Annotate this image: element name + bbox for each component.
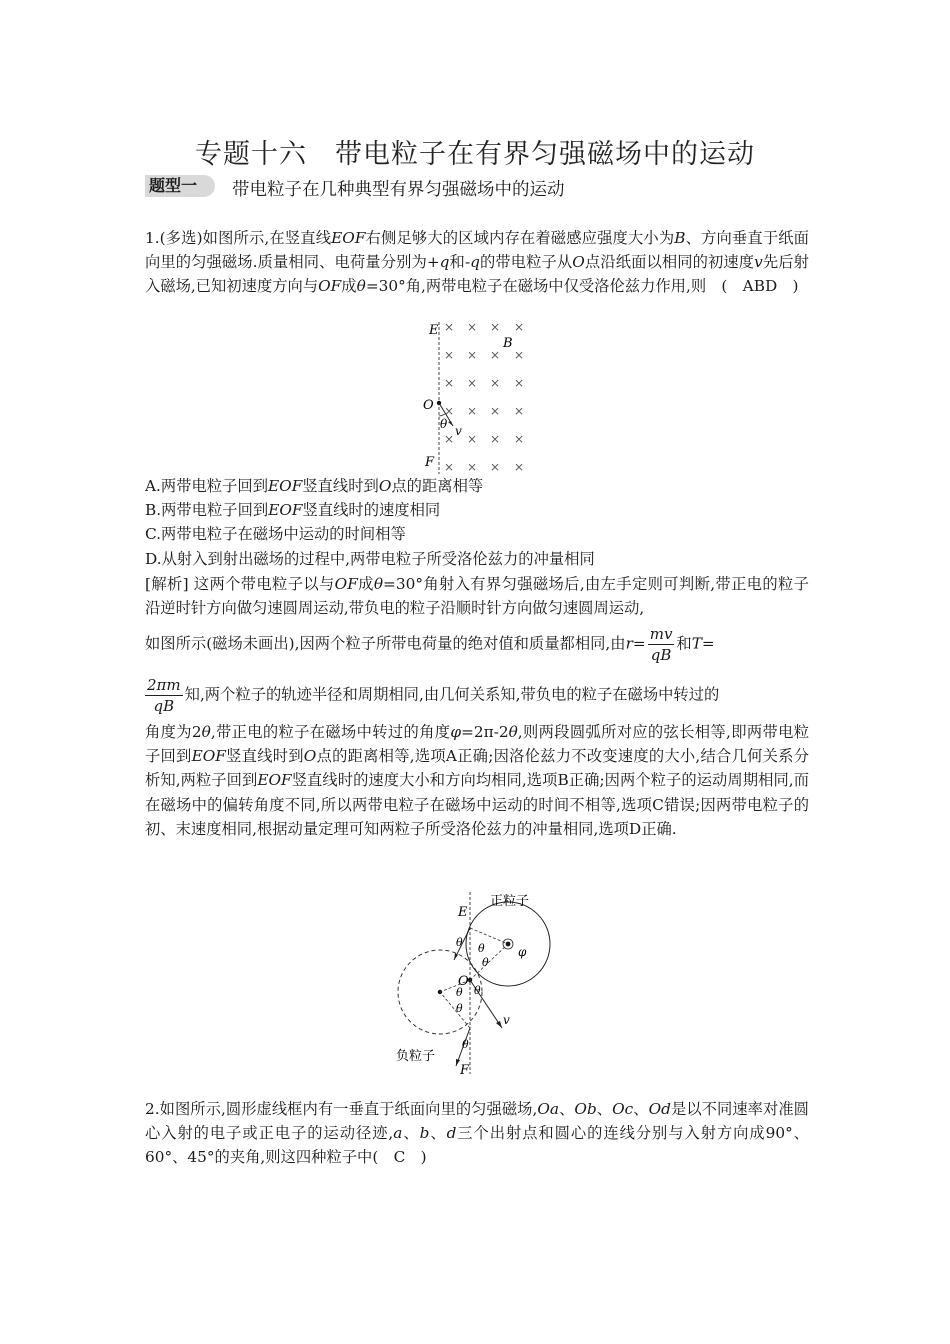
field-cross-5-1: × [466, 460, 478, 474]
fraction-2pim-qb: $\frac{2\pi m}{qB}$ [147, 676, 181, 715]
field-cross-0-3: × [513, 320, 525, 334]
q2-stem: 2.如图所示,圆形虚线框内有一垂直于纸面向里的匀强磁场,Oa、Ob、Oc、Od是以不同速率对准圆心入射的电子或正电子的运动径迹,a、b、d三个出射点和圆心的连线分别与入射方向成90°、60°、45°的夹角,则这四种粒子中( C ) [145, 1100, 809, 1167]
field-cross-3-1: × [466, 404, 478, 418]
field-cross-5-2: × [489, 460, 501, 474]
section-title: 带电粒子在几种典型有界匀强磁场中的运动 [232, 180, 565, 200]
field-cross-2-0: × [443, 376, 455, 390]
fraction-mv-qb: $\frac{mv}{qB}$ [649, 625, 673, 664]
q1-option-b: B.两带电粒子回到EOF竖直线时的速度相同 [145, 501, 441, 519]
figure-1-magnetic-field [415, 318, 535, 478]
field-cross-1-2: × [489, 348, 501, 362]
field-cross-0-1: × [466, 320, 478, 334]
fig2-label-negative: 负粒子 [396, 1049, 436, 1064]
q1-stem: 1.(多选)如图所示,在竖直线EOF右侧足够大的区域内存在着磁感应强度大小为B、方向垂直于纸面向里的匀强磁场.质量相同、电荷量分别为+q和-q的带电粒子从O点沿纸面以相同的初速度v先后射入磁场,已知初速度方向与OF成θ=30°角,两带电粒子在磁场中仅受洛伦兹力作用,则 ( ABD ) [145, 229, 809, 296]
fig2-theta-7: θ [462, 1038, 469, 1051]
fig2-theta-3: θ [482, 956, 489, 969]
fig1-label-E: E [429, 323, 439, 338]
fig2-label-O: O [458, 974, 469, 989]
field-cross-5-0: × [443, 460, 455, 474]
fig2-theta-1: θ [456, 936, 463, 949]
fig1-label-B: B [503, 336, 513, 351]
fig1-label-theta: θ [440, 417, 448, 431]
fig2-label-F: F [460, 1063, 470, 1076]
page-title: 专题十六 带电粒子在有界匀强磁场中的运动 [195, 139, 755, 170]
fig1-label-F: F [425, 455, 435, 470]
field-cross-3-3: × [513, 404, 525, 418]
fig2-label-positive: 正粒子 [490, 894, 530, 909]
field-cross-4-0: × [443, 432, 455, 446]
fig2-theta-2: θ [478, 942, 485, 955]
field-cross-0-2: × [489, 320, 501, 334]
q1-analysis-formula-line: 如图所示(磁场未画出),因两个粒子所带电荷量的绝对值和质量都相同,由r= $\frac{mv}{qB}$ 和T= [145, 625, 715, 664]
q1-option-d: D.从射入到射出磁场的过程中,两带电粒子所受洛伦兹力的冲量相同 [145, 550, 595, 568]
field-cross-5-3: × [513, 460, 525, 474]
field-cross-4-3: × [513, 432, 525, 446]
field-cross-1-1: × [466, 348, 478, 362]
q1-option-c: C.两带电粒子在磁场中运动的时间相等 [145, 525, 406, 543]
field-cross-2-1: × [466, 376, 478, 390]
fig2-theta-5: θ [456, 986, 463, 999]
field-cross-4-1: × [466, 432, 478, 446]
q1-analysis-part1: [解析] 这两个带电粒子以与OF成θ=30°角射入有界匀强磁场后,由左手定则可判断,带正电的粒子沿逆时针方向做匀速圆周运动,带负电的粒子沿顺时针方向做匀速圆周运动, [145, 575, 809, 618]
fig1-label-v: v [455, 424, 462, 438]
q1-analysis-fraction-line: $\frac{2\pi m}{qB}$ 知,两个粒子的轨迹半径和周期相同,由几何关系知,带负电的粒子在磁场中转过的 [147, 676, 720, 715]
fig2-label-v: v [503, 1013, 510, 1027]
field-cross-3-2: × [489, 404, 501, 418]
field-cross-0-0: × [443, 320, 455, 334]
field-cross-1-0: × [443, 348, 455, 362]
q1-analysis-part2: 角度为2θ,带正电的粒子在磁场中转过的角度φ=2π-2θ,则两段圆弧所对应的弦长相等,即两带电粒子回到EOF竖直线时到O点的距离相等,选项A正确;因洛伦兹力不改变速度的大小,结合几何关系分析知,两粒子回到EOF竖直线时的速度大小和方向均相同,选项B正确;因两个粒子的运动周期相同,而在磁场中的偏转角度不同,所以两带电粒子在磁场中运动的时间不相等,选项C错误;因两带电粒子的初、末速度相同,根据动量定理可知两粒子所受洛伦兹力的冲量相同,选项D正确. [145, 723, 809, 838]
field-cross-3-0: × [443, 404, 455, 418]
fig2-label-E: E [458, 905, 468, 920]
fig1-label-O: O [423, 398, 434, 413]
fig2-theta-6: θ [456, 1002, 463, 1015]
field-cross-1-3: × [513, 348, 525, 362]
fig2-theta-4: θ [474, 984, 481, 997]
field-cross-4-2: × [489, 432, 501, 446]
q1-option-a: A.两带电粒子回到EOF竖直线时到O点的距离相等 [145, 477, 484, 495]
field-cross-2-2: × [489, 376, 501, 390]
fig2-label-phi: φ [518, 945, 527, 959]
field-cross-2-3: × [513, 376, 525, 390]
section-badge: 题型一 [145, 175, 215, 197]
figure-2-trajectories [390, 888, 570, 1076]
